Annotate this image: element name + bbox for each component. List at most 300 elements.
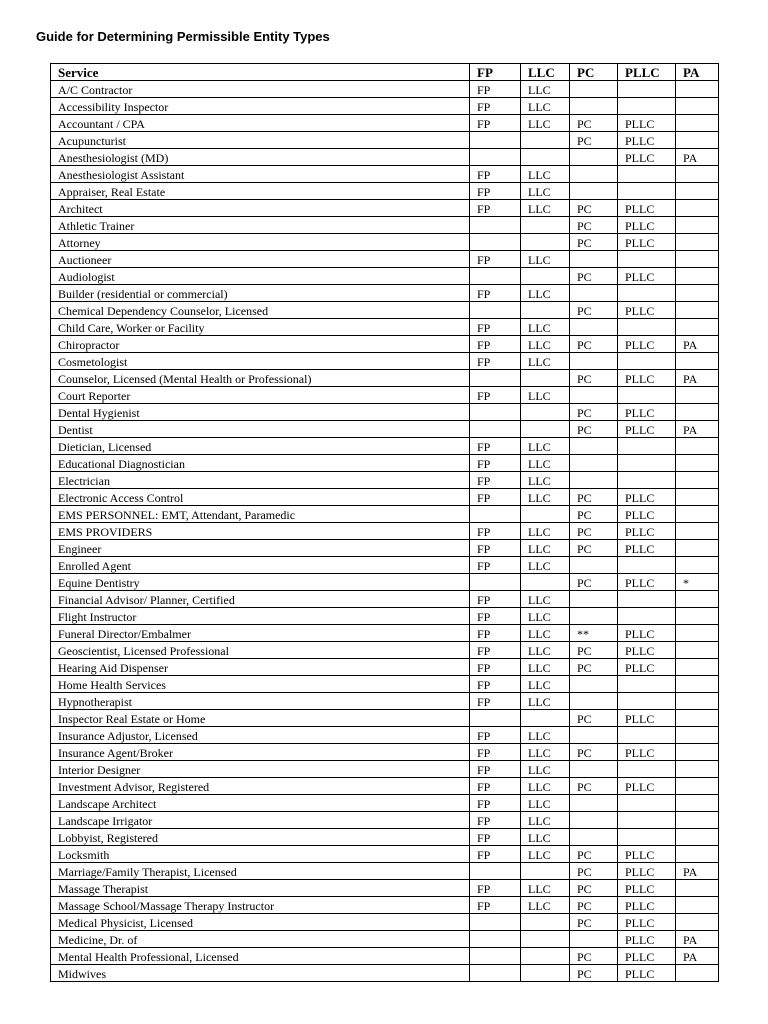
fp-cell: FP — [470, 829, 521, 846]
table-row — [51, 81, 719, 98]
pc-cell: PC — [570, 404, 618, 421]
service-cell: Hypnotherapist — [51, 693, 470, 710]
fp-cell: FP — [470, 166, 521, 183]
service-cell: Massage Therapist — [51, 880, 470, 897]
pllc-cell — [618, 761, 676, 778]
pa-cell — [676, 608, 719, 625]
fp-cell: FP — [470, 778, 521, 795]
pllc-cell: PLLC — [618, 880, 676, 897]
pa-cell — [676, 965, 719, 982]
pc-cell — [570, 285, 618, 302]
service-cell: Court Reporter — [51, 387, 470, 404]
llc-cell — [521, 965, 570, 982]
fp-cell — [470, 948, 521, 965]
pllc-cell: PLLC — [618, 132, 676, 149]
pc-cell: PC — [570, 778, 618, 795]
llc-cell: LLC — [521, 540, 570, 557]
table-row — [51, 897, 719, 914]
fp-cell: FP — [470, 744, 521, 761]
service-cell: Architect — [51, 200, 470, 217]
pa-cell — [676, 200, 719, 217]
table-row — [51, 132, 719, 149]
service-cell: Accountant / CPA — [51, 115, 470, 132]
service-cell: EMS PERSONNEL: EMT, Attendant, Paramedic — [51, 506, 470, 523]
service-cell: Geoscientist, Licensed Professional — [51, 642, 470, 659]
pa-cell — [676, 761, 719, 778]
service-cell: Insurance Adjustor, Licensed — [51, 727, 470, 744]
pa-cell — [676, 693, 719, 710]
table-row — [51, 268, 719, 285]
fp-cell: FP — [470, 251, 521, 268]
pllc-cell — [618, 438, 676, 455]
llc-cell: LLC — [521, 778, 570, 795]
pllc-cell — [618, 608, 676, 625]
fp-cell: FP — [470, 319, 521, 336]
pc-cell — [570, 761, 618, 778]
llc-cell — [521, 506, 570, 523]
pa-cell — [676, 115, 719, 132]
fp-cell — [470, 421, 521, 438]
pllc-cell — [618, 557, 676, 574]
table-row — [51, 438, 719, 455]
pa-cell — [676, 557, 719, 574]
pllc-cell — [618, 812, 676, 829]
pc-cell — [570, 251, 618, 268]
pc-cell: PC — [570, 370, 618, 387]
pa-cell — [676, 234, 719, 251]
service-cell: Auctioneer — [51, 251, 470, 268]
service-cell: Cosmetologist — [51, 353, 470, 370]
pc-cell — [570, 557, 618, 574]
table-row — [51, 149, 719, 166]
pa-cell — [676, 387, 719, 404]
llc-cell: LLC — [521, 115, 570, 132]
pllc-cell: PLLC — [618, 948, 676, 965]
service-cell: A/C Contractor — [51, 81, 470, 98]
llc-cell: LLC — [521, 336, 570, 353]
pa-cell — [676, 506, 719, 523]
fp-cell — [470, 217, 521, 234]
pc-cell — [570, 608, 618, 625]
table-row — [51, 319, 719, 336]
pc-cell — [570, 387, 618, 404]
pa-cell — [676, 829, 719, 846]
pllc-cell: PLLC — [618, 336, 676, 353]
table-row — [51, 421, 719, 438]
pc-cell — [570, 812, 618, 829]
pa-cell — [676, 914, 719, 931]
table-row — [51, 455, 719, 472]
llc-cell: LLC — [521, 625, 570, 642]
service-cell: Investment Advisor, Registered — [51, 778, 470, 795]
service-cell: Electrician — [51, 472, 470, 489]
pllc-cell: PLLC — [618, 217, 676, 234]
fp-cell — [470, 234, 521, 251]
pc-cell: PC — [570, 217, 618, 234]
service-cell: Dentist — [51, 421, 470, 438]
llc-cell — [521, 710, 570, 727]
pllc-cell: PLLC — [618, 710, 676, 727]
pc-cell: PC — [570, 965, 618, 982]
pa-cell — [676, 455, 719, 472]
table-row — [51, 863, 719, 880]
llc-cell: LLC — [521, 829, 570, 846]
table-row — [51, 642, 719, 659]
table-header-row — [51, 64, 719, 81]
service-cell: Child Care, Worker or Facility — [51, 319, 470, 336]
pa-cell — [676, 353, 719, 370]
fp-cell — [470, 574, 521, 591]
pa-cell — [676, 540, 719, 557]
pllc-cell: PLLC — [618, 931, 676, 948]
llc-cell — [521, 948, 570, 965]
service-cell: Mental Health Professional, Licensed — [51, 948, 470, 965]
pc-cell — [570, 98, 618, 115]
pc-cell — [570, 438, 618, 455]
pc-cell: PC — [570, 642, 618, 659]
pa-cell — [676, 897, 719, 914]
fp-cell: FP — [470, 897, 521, 914]
llc-cell — [521, 914, 570, 931]
table-row — [51, 931, 719, 948]
table-row — [51, 795, 719, 812]
fp-cell: FP — [470, 812, 521, 829]
fp-cell: FP — [470, 727, 521, 744]
service-cell: Chemical Dependency Counselor, Licensed — [51, 302, 470, 319]
pa-cell: * — [676, 574, 719, 591]
service-cell: Inspector Real Estate or Home — [51, 710, 470, 727]
pc-cell: PC — [570, 489, 618, 506]
pllc-cell — [618, 166, 676, 183]
fp-cell: FP — [470, 200, 521, 217]
llc-cell: LLC — [521, 489, 570, 506]
fp-cell — [470, 863, 521, 880]
pc-cell — [570, 166, 618, 183]
llc-cell: LLC — [521, 438, 570, 455]
fp-cell: FP — [470, 336, 521, 353]
pa-cell — [676, 285, 719, 302]
llc-cell — [521, 404, 570, 421]
table-row — [51, 540, 719, 557]
table-row — [51, 472, 719, 489]
table-row — [51, 778, 719, 795]
service-cell: Midwives — [51, 965, 470, 982]
llc-cell — [521, 370, 570, 387]
llc-cell: LLC — [521, 183, 570, 200]
pllc-cell — [618, 251, 676, 268]
service-cell: Anesthesiologist (MD) — [51, 149, 470, 166]
pllc-cell: PLLC — [618, 965, 676, 982]
llc-cell: LLC — [521, 608, 570, 625]
pllc-cell — [618, 591, 676, 608]
pc-cell: PC — [570, 846, 618, 863]
pc-cell — [570, 455, 618, 472]
llc-cell: LLC — [521, 880, 570, 897]
pa-cell — [676, 659, 719, 676]
llc-cell — [521, 217, 570, 234]
fp-cell: FP — [470, 557, 521, 574]
table-row — [51, 115, 719, 132]
pa-cell — [676, 744, 719, 761]
pa-cell — [676, 880, 719, 897]
llc-cell: LLC — [521, 795, 570, 812]
table-body — [51, 81, 719, 982]
table-row — [51, 506, 719, 523]
llc-cell: LLC — [521, 812, 570, 829]
service-cell: Accessibility Inspector — [51, 98, 470, 115]
pc-cell — [570, 81, 618, 98]
column-header-pllc: PLLC — [618, 64, 676, 81]
pllc-cell: PLLC — [618, 200, 676, 217]
fp-cell: FP — [470, 387, 521, 404]
table-row — [51, 608, 719, 625]
pc-cell — [570, 693, 618, 710]
llc-cell: LLC — [521, 81, 570, 98]
pc-cell — [570, 472, 618, 489]
service-cell: Enrolled Agent — [51, 557, 470, 574]
fp-cell: FP — [470, 98, 521, 115]
pc-cell: PC — [570, 540, 618, 557]
llc-cell: LLC — [521, 846, 570, 863]
pllc-cell — [618, 693, 676, 710]
pllc-cell — [618, 353, 676, 370]
llc-cell — [521, 268, 570, 285]
llc-cell — [521, 931, 570, 948]
table-row — [51, 744, 719, 761]
pc-cell: PC — [570, 863, 618, 880]
service-cell: Financial Advisor/ Planner, Certified — [51, 591, 470, 608]
pa-cell — [676, 523, 719, 540]
service-cell: Marriage/Family Therapist, Licensed — [51, 863, 470, 880]
table-row — [51, 676, 719, 693]
service-cell: Educational Diagnostician — [51, 455, 470, 472]
fp-cell — [470, 370, 521, 387]
llc-cell: LLC — [521, 455, 570, 472]
service-cell: Massage School/Massage Therapy Instructor — [51, 897, 470, 914]
llc-cell: LLC — [521, 523, 570, 540]
llc-cell: LLC — [521, 557, 570, 574]
pllc-cell: PLLC — [618, 914, 676, 931]
service-cell: Funeral Director/Embalmer — [51, 625, 470, 642]
service-cell: Insurance Agent/Broker — [51, 744, 470, 761]
pc-cell — [570, 149, 618, 166]
table-row — [51, 625, 719, 642]
fp-cell: FP — [470, 591, 521, 608]
pllc-cell — [618, 387, 676, 404]
pc-cell: PC — [570, 336, 618, 353]
fp-cell: FP — [470, 540, 521, 557]
llc-cell: LLC — [521, 727, 570, 744]
fp-cell: FP — [470, 642, 521, 659]
fp-cell: FP — [470, 880, 521, 897]
pllc-cell — [618, 676, 676, 693]
pa-cell — [676, 438, 719, 455]
pa-cell — [676, 404, 719, 421]
llc-cell: LLC — [521, 693, 570, 710]
fp-cell: FP — [470, 676, 521, 693]
pa-cell — [676, 591, 719, 608]
pa-cell — [676, 268, 719, 285]
pc-cell: PC — [570, 302, 618, 319]
table-row — [51, 812, 719, 829]
fp-cell: FP — [470, 693, 521, 710]
table-row — [51, 336, 719, 353]
fp-cell — [470, 965, 521, 982]
service-cell: Electronic Access Control — [51, 489, 470, 506]
fp-cell: FP — [470, 761, 521, 778]
pllc-cell: PLLC — [618, 540, 676, 557]
fp-cell: FP — [470, 285, 521, 302]
table-row — [51, 761, 719, 778]
pc-cell: PC — [570, 574, 618, 591]
pllc-cell: PLLC — [618, 370, 676, 387]
pa-cell — [676, 778, 719, 795]
pa-cell — [676, 676, 719, 693]
service-cell: Home Health Services — [51, 676, 470, 693]
pllc-cell: PLLC — [618, 642, 676, 659]
entity-types-table — [50, 63, 719, 982]
service-cell: Dental Hygienist — [51, 404, 470, 421]
service-cell: Audiologist — [51, 268, 470, 285]
pllc-cell: PLLC — [618, 234, 676, 251]
fp-cell: FP — [470, 183, 521, 200]
pc-cell: PC — [570, 744, 618, 761]
fp-cell: FP — [470, 608, 521, 625]
fp-cell — [470, 302, 521, 319]
pa-cell — [676, 183, 719, 200]
llc-cell — [521, 302, 570, 319]
fp-cell — [470, 506, 521, 523]
pc-cell: PC — [570, 115, 618, 132]
pllc-cell: PLLC — [618, 659, 676, 676]
pc-cell: PC — [570, 234, 618, 251]
pc-cell: PC — [570, 506, 618, 523]
pllc-cell: PLLC — [618, 897, 676, 914]
pa-cell — [676, 472, 719, 489]
table-row — [51, 948, 719, 965]
service-cell: Engineer — [51, 540, 470, 557]
pa-cell — [676, 251, 719, 268]
pc-cell: PC — [570, 710, 618, 727]
table-row — [51, 200, 719, 217]
service-cell: Lobbyist, Registered — [51, 829, 470, 846]
llc-cell — [521, 863, 570, 880]
llc-cell — [521, 132, 570, 149]
pllc-cell: PLLC — [618, 115, 676, 132]
pa-cell — [676, 812, 719, 829]
fp-cell: FP — [470, 472, 521, 489]
pa-cell — [676, 489, 719, 506]
llc-cell: LLC — [521, 676, 570, 693]
llc-cell — [521, 421, 570, 438]
service-cell: Chiropractor — [51, 336, 470, 353]
table-row — [51, 659, 719, 676]
table-row — [51, 98, 719, 115]
pc-cell: PC — [570, 200, 618, 217]
service-cell: Equine Dentistry — [51, 574, 470, 591]
pllc-cell: PLLC — [618, 302, 676, 319]
llc-cell — [521, 149, 570, 166]
service-cell: Medicine, Dr. of — [51, 931, 470, 948]
service-cell: Athletic Trainer — [51, 217, 470, 234]
table-row — [51, 183, 719, 200]
fp-cell: FP — [470, 625, 521, 642]
fp-cell — [470, 931, 521, 948]
pllc-cell — [618, 795, 676, 812]
table-row — [51, 387, 719, 404]
pc-cell: PC — [570, 914, 618, 931]
table-row — [51, 166, 719, 183]
table-row — [51, 846, 719, 863]
pa-cell — [676, 217, 719, 234]
pc-cell — [570, 353, 618, 370]
service-cell: Landscape Architect — [51, 795, 470, 812]
service-cell: Attorney — [51, 234, 470, 251]
pa-cell: PA — [676, 149, 719, 166]
fp-cell — [470, 268, 521, 285]
llc-cell: LLC — [521, 200, 570, 217]
service-cell: Medical Physicist, Licensed — [51, 914, 470, 931]
service-cell: Acupuncturist — [51, 132, 470, 149]
fp-cell: FP — [470, 795, 521, 812]
pc-cell: PC — [570, 880, 618, 897]
pa-cell — [676, 795, 719, 812]
llc-cell: LLC — [521, 285, 570, 302]
fp-cell: FP — [470, 353, 521, 370]
pllc-cell: PLLC — [618, 625, 676, 642]
fp-cell: FP — [470, 659, 521, 676]
pa-cell — [676, 625, 719, 642]
pa-cell: PA — [676, 948, 719, 965]
llc-cell: LLC — [521, 659, 570, 676]
llc-cell — [521, 574, 570, 591]
llc-cell: LLC — [521, 251, 570, 268]
pa-cell: PA — [676, 336, 719, 353]
fp-cell: FP — [470, 81, 521, 98]
llc-cell: LLC — [521, 353, 570, 370]
pa-cell: PA — [676, 931, 719, 948]
fp-cell: FP — [470, 489, 521, 506]
service-cell: Appraiser, Real Estate — [51, 183, 470, 200]
column-header-service: Service — [51, 64, 470, 81]
pllc-cell: PLLC — [618, 404, 676, 421]
pa-cell: PA — [676, 370, 719, 387]
llc-cell: LLC — [521, 387, 570, 404]
pllc-cell — [618, 829, 676, 846]
pa-cell — [676, 166, 719, 183]
service-cell: Hearing Aid Dispenser — [51, 659, 470, 676]
table-row — [51, 727, 719, 744]
pc-cell — [570, 727, 618, 744]
service-cell: Locksmith — [51, 846, 470, 863]
fp-cell — [470, 710, 521, 727]
pa-cell: PA — [676, 863, 719, 880]
pllc-cell — [618, 183, 676, 200]
pllc-cell: PLLC — [618, 574, 676, 591]
pc-cell: PC — [570, 948, 618, 965]
pc-cell: PC — [570, 897, 618, 914]
table-row — [51, 370, 719, 387]
table-row — [51, 574, 719, 591]
table-row — [51, 404, 719, 421]
pa-cell: PA — [676, 421, 719, 438]
table-row — [51, 965, 719, 982]
llc-cell: LLC — [521, 319, 570, 336]
llc-cell: LLC — [521, 472, 570, 489]
pc-cell — [570, 183, 618, 200]
pa-cell — [676, 846, 719, 863]
pc-cell — [570, 319, 618, 336]
